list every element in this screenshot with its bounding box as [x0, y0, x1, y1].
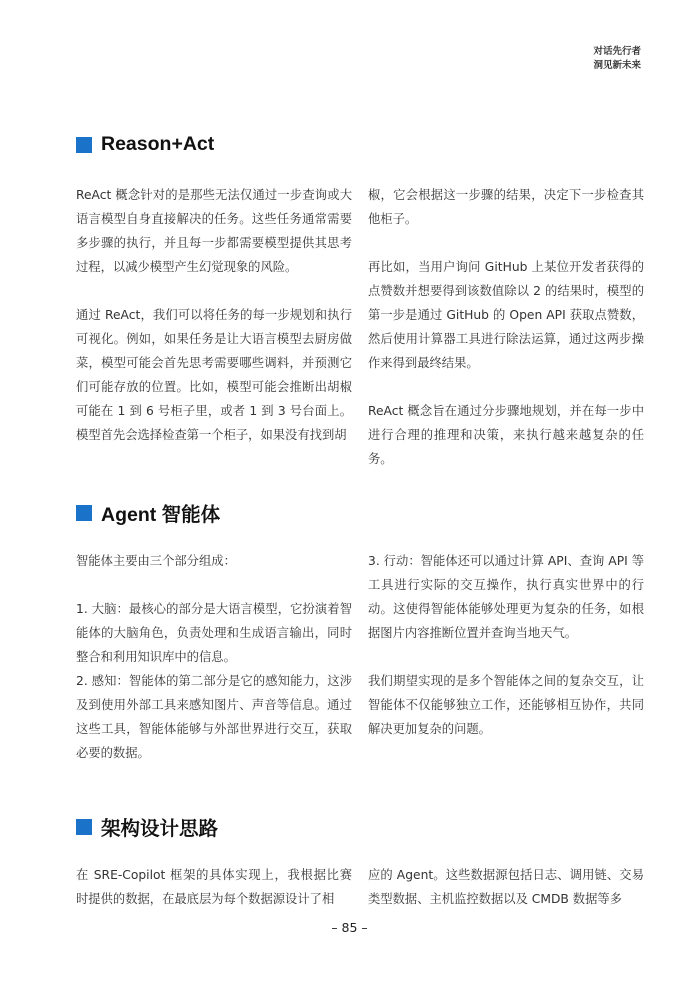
paragraph: 2. 感知：智能体的第二部分是它的感知能力，这涉及到使用外部工具来感知图片、声音等信息。通过这些工具，智能体能够与外部世界进行交互，获取必要的数据。	[76, 674, 352, 760]
section-title-architecture	[76, 813, 218, 841]
reason-left-column	[76, 183, 352, 447]
section-title-agent	[76, 499, 220, 527]
arch-left-column	[76, 863, 352, 911]
header-tagline-line1: 对话先行者	[593, 46, 641, 57]
paragraph: 应的 Agent。这些数据源包括日志、调用链、交易类型数据、主机监控数据以及 CMDB 数据等多	[368, 868, 644, 906]
section-title-text: Agent 智能体	[101, 504, 221, 526]
paragraph: 智能体主要由三个部分组成：	[76, 554, 236, 568]
paragraph: 在 SRE-Copilot 框架的具体实现上，我根据比赛时提供的数据，在最底层为每个数据源设计了相	[76, 868, 352, 906]
section-marker-icon	[76, 819, 92, 835]
paragraph: 椒，它会根据这一步骤的结果，决定下一步检查其他柜子。	[368, 188, 644, 226]
header-tagline-line2: 洞见新未来	[593, 60, 641, 71]
agent-left-column	[76, 549, 352, 765]
paragraph: 1. 大脑：最核心的部分是大语言模型，它扮演着智能体的大脑角色，负责处理和生成语言输出，同时整合和利用知识库中的信息。	[76, 602, 352, 664]
paragraph: 3. 行动：智能体还可以通过计算 API、查询 API 等工具进行实际的交互操作，执行真实世界中的行动。这使得智能体能够处理更为复杂的任务，如根据图片内容推断位置并查询当地天气。	[368, 554, 644, 640]
paragraph: ReAct 概念旨在通过分步骤地规划，并在每一步中进行合理的推理和决策，来执行越来越复杂的任务。	[368, 404, 644, 466]
agent-right-column	[368, 549, 644, 741]
paragraph: 我们期望实现的是多个智能体之间的复杂交互，让智能体不仅能够独立工作，还能够相互协作，共同解决更加复杂的问题。	[368, 674, 644, 736]
page-number: – 85 –	[331, 920, 368, 935]
section-title-text: 架构设计思路	[101, 818, 219, 840]
arch-right-column	[368, 863, 644, 911]
paragraph: 再比如，当用户询问 GitHub 上某位开发者获得的点赞数并想要得到该数值除以 2 的结果时，模型的第一步是通过 GitHub 的 Open API 获取点赞数，然后使用计算器工具进行除法运算，通过这两步操作来得到最终结果。	[368, 260, 644, 370]
reason-right-column	[368, 183, 644, 471]
section-marker-icon	[76, 137, 92, 153]
header-tagline	[593, 45, 641, 73]
section-title-text: Reason+Act	[101, 133, 215, 155]
paragraph: ReAct 概念针对的是那些无法仅通过一步查询或大语言模型自身直接解决的任务。这些任务通常需要多步骤的执行，并且每一步都需要模型提供其思考过程，以减少模型产生幻觉现象的风险。	[76, 188, 352, 274]
section-title-reason-act	[76, 133, 214, 156]
section-marker-icon	[76, 505, 92, 521]
paragraph: 通过 ReAct，我们可以将任务的每一步规划和执行可视化。例如，如果任务是让大语言模型去厨房做菜，模型可能会首先思考需要哪些调料，并预测它们可能存放的位置。比如，模型可能会推断出胡椒可能在 1 到 6 号柜子里，或者 1 到 3 号台面上。模型首先会选择检查第一个柜子，如果没有找到胡	[76, 308, 352, 442]
